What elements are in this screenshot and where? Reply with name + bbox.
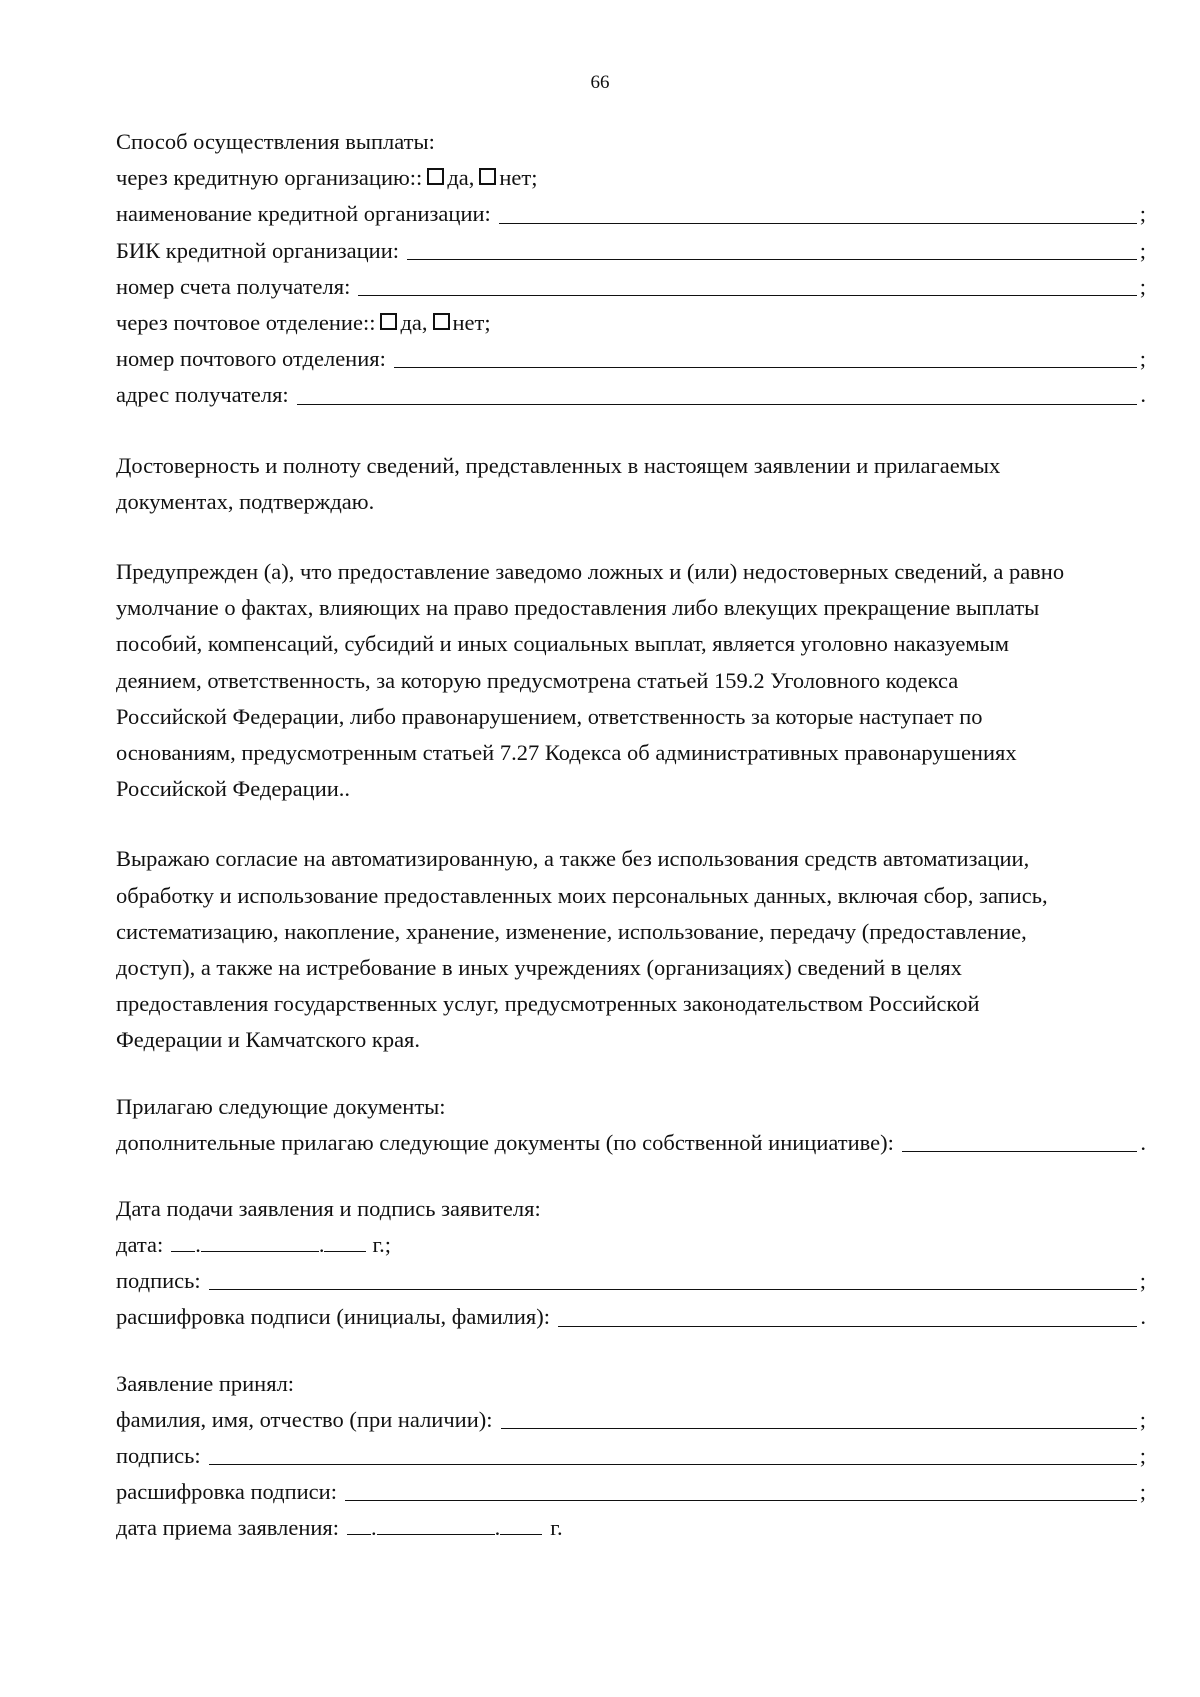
confirm-paragraph <box>116 448 1106 520</box>
post-no-label: нет; <box>452 309 491 335</box>
credit-org-no-checkbox[interactable] <box>479 168 496 185</box>
warning-line: Российской Федерации.. <box>116 776 351 802</box>
accept-year-field[interactable] <box>500 1533 542 1535</box>
row-end-mark: ; <box>1139 201 1146 227</box>
payment-heading-text: Способ осуществления выплаты: <box>116 129 435 154</box>
date-separator: . <box>318 1232 325 1258</box>
warning-line: деянием, ответственность, за которую предусмотрена статьей 159.2 Уголовного кодекса <box>116 667 959 693</box>
accepted-fio-label: фамилия, имя, отчество (при наличии): <box>116 1406 493 1432</box>
bik-row <box>116 233 1146 269</box>
accepted-fio-field[interactable] <box>501 1427 1137 1429</box>
consent-paragraph <box>116 841 1146 1058</box>
credit-org-name-field[interactable] <box>499 222 1137 224</box>
credit-org-name-label: наименование кредитной организации: <box>116 201 491 227</box>
spacer <box>116 414 1146 448</box>
accepted-signature-label: подпись: <box>116 1443 201 1469</box>
account-field[interactable] <box>358 294 1136 296</box>
year-suffix: г.; <box>372 1232 392 1258</box>
post-yes-checkbox[interactable] <box>380 313 397 330</box>
submission-decode-label: расшифровка подписи (инициалы, фамилия): <box>116 1304 551 1330</box>
consent-line: Выражаю согласие на автоматизированную, а также без использования средств автоматизации, <box>116 846 1030 872</box>
bik-label: БИК кредитной организации: <box>116 237 399 263</box>
consent-line: предоставления государственных услуг, предусмотренных законодательством Российской <box>116 991 980 1017</box>
warning-line: Российской Федерации, либо правонарушением, ответственность за которые наступает по <box>116 703 983 729</box>
credit-org-yes-label: да, <box>447 165 475 191</box>
date-separator: . <box>371 1515 377 1541</box>
additional-docs-row <box>116 1125 1146 1161</box>
account-label: номер счета получателя: <box>116 273 351 299</box>
consent-line: доступ), а также на истребование в иных учреждениях (организациях) сведений в целях <box>116 954 962 980</box>
account-row <box>116 269 1146 305</box>
accepted-decode-field[interactable] <box>345 1499 1137 1501</box>
submission-decode-row <box>116 1299 1146 1335</box>
accepted-heading-text: Заявление принял: <box>116 1370 295 1396</box>
application-form <box>116 124 1146 1547</box>
submission-signature-row <box>116 1263 1146 1299</box>
submission-date-label: дата: <box>116 1232 164 1258</box>
post-row <box>116 305 1146 341</box>
warning-line: умолчание о фактах, влияющих на право предоставления либо влекущих прекращение выплаты <box>116 595 1040 621</box>
year-suffix: г. <box>550 1515 563 1541</box>
submission-date-row <box>116 1227 1146 1263</box>
accepted-date-label: дата приема заявления: <box>116 1515 340 1541</box>
submission-heading <box>116 1191 1146 1227</box>
row-end-mark: ; <box>1139 237 1146 263</box>
accepted-date-row <box>116 1510 1146 1546</box>
post-office-row <box>116 341 1146 377</box>
credit-org-label: через кредитную организацию:: <box>116 165 423 191</box>
credit-org-row <box>116 160 1146 196</box>
payment-heading <box>116 124 1146 160</box>
spacer <box>116 807 1146 841</box>
accepted-signature-row <box>116 1438 1146 1474</box>
spacer <box>116 520 1146 554</box>
post-no-checkbox[interactable] <box>433 313 450 330</box>
post-office-field[interactable] <box>394 366 1137 368</box>
address-field[interactable] <box>297 403 1138 405</box>
row-end-mark: ; <box>1139 1406 1146 1432</box>
date-separator: . <box>195 1232 201 1258</box>
additional-docs-label: дополнительные прилагаю следующие документы (по собственной инициативе): <box>116 1129 894 1155</box>
accept-month-field[interactable] <box>377 1533 495 1535</box>
spacer <box>116 1059 1146 1089</box>
spacer <box>116 1161 1146 1191</box>
accepted-heading <box>116 1366 1146 1402</box>
row-end-mark: ; <box>1139 1479 1146 1505</box>
warning-line: основаниям, предусмотренным статьей 7.27 Кодекса об административных правонарушениях <box>116 739 1017 765</box>
row-end-mark: ; <box>1139 1443 1146 1469</box>
page-number: 66 <box>590 72 610 93</box>
submission-signature-label: подпись: <box>116 1268 201 1294</box>
warning-paragraph <box>116 554 1146 807</box>
row-end-mark: . <box>1140 1129 1146 1155</box>
date-separator: . <box>494 1515 501 1541</box>
additional-docs-field[interactable] <box>902 1150 1138 1152</box>
row-end-mark: ; <box>1139 1268 1146 1294</box>
bik-field[interactable] <box>407 258 1137 260</box>
post-label: через почтовое отделение:: <box>116 309 376 335</box>
documents-heading <box>116 1089 1146 1125</box>
row-end-mark: ; <box>1139 273 1146 299</box>
post-yes-label: да, <box>400 309 428 335</box>
date-year-field[interactable] <box>324 1250 366 1252</box>
spacer <box>116 1336 1146 1366</box>
warning-line: пособий, компенсаций, субсидий и иных социальных выплат, является уголовно наказуемым <box>116 631 1010 657</box>
accepted-decode-label: расшифровка подписи: <box>116 1479 337 1505</box>
accepted-fio-row <box>116 1402 1146 1438</box>
consent-line: систематизацию, накопление, хранение, изменение, использование, передачу (предоставление, <box>116 918 1027 944</box>
row-end-mark: . <box>1140 1304 1146 1330</box>
row-end-mark: ; <box>1139 346 1146 372</box>
consent-line: обработку и использование предоставленных моих персональных данных, включая сбор, запись, <box>116 882 1048 908</box>
submission-heading-text: Дата подачи заявления и подпись заявителя: <box>116 1195 541 1221</box>
date-day-field[interactable] <box>171 1250 195 1252</box>
date-month-field[interactable] <box>201 1250 319 1252</box>
row-end-mark: . <box>1140 382 1146 408</box>
warning-line: Предупрежден (а), что предоставление заведомо ложных и (или) недостоверных сведений, а равно <box>116 558 1065 584</box>
submission-signature-field[interactable] <box>209 1288 1137 1290</box>
accepted-decode-row <box>116 1474 1146 1510</box>
credit-org-name-row <box>116 196 1146 232</box>
confirm-text: Достоверность и полноту сведений, представленных в настоящем заявлении и прилагаемых документах, подтверждаю. <box>116 452 1001 514</box>
accepted-signature-field[interactable] <box>209 1463 1137 1465</box>
documents-heading-text: Прилагаю следующие документы: <box>116 1093 446 1119</box>
credit-org-no-label: нет; <box>499 165 538 191</box>
credit-org-yes-checkbox[interactable] <box>427 168 444 185</box>
consent-line: Федерации и Камчатского края. <box>116 1027 421 1053</box>
address-label: адрес получателя: <box>116 382 289 408</box>
post-office-label: номер почтового отделения: <box>116 346 386 372</box>
address-row <box>116 377 1146 413</box>
submission-decode-field[interactable] <box>558 1325 1137 1327</box>
accept-day-field[interactable] <box>347 1533 371 1535</box>
